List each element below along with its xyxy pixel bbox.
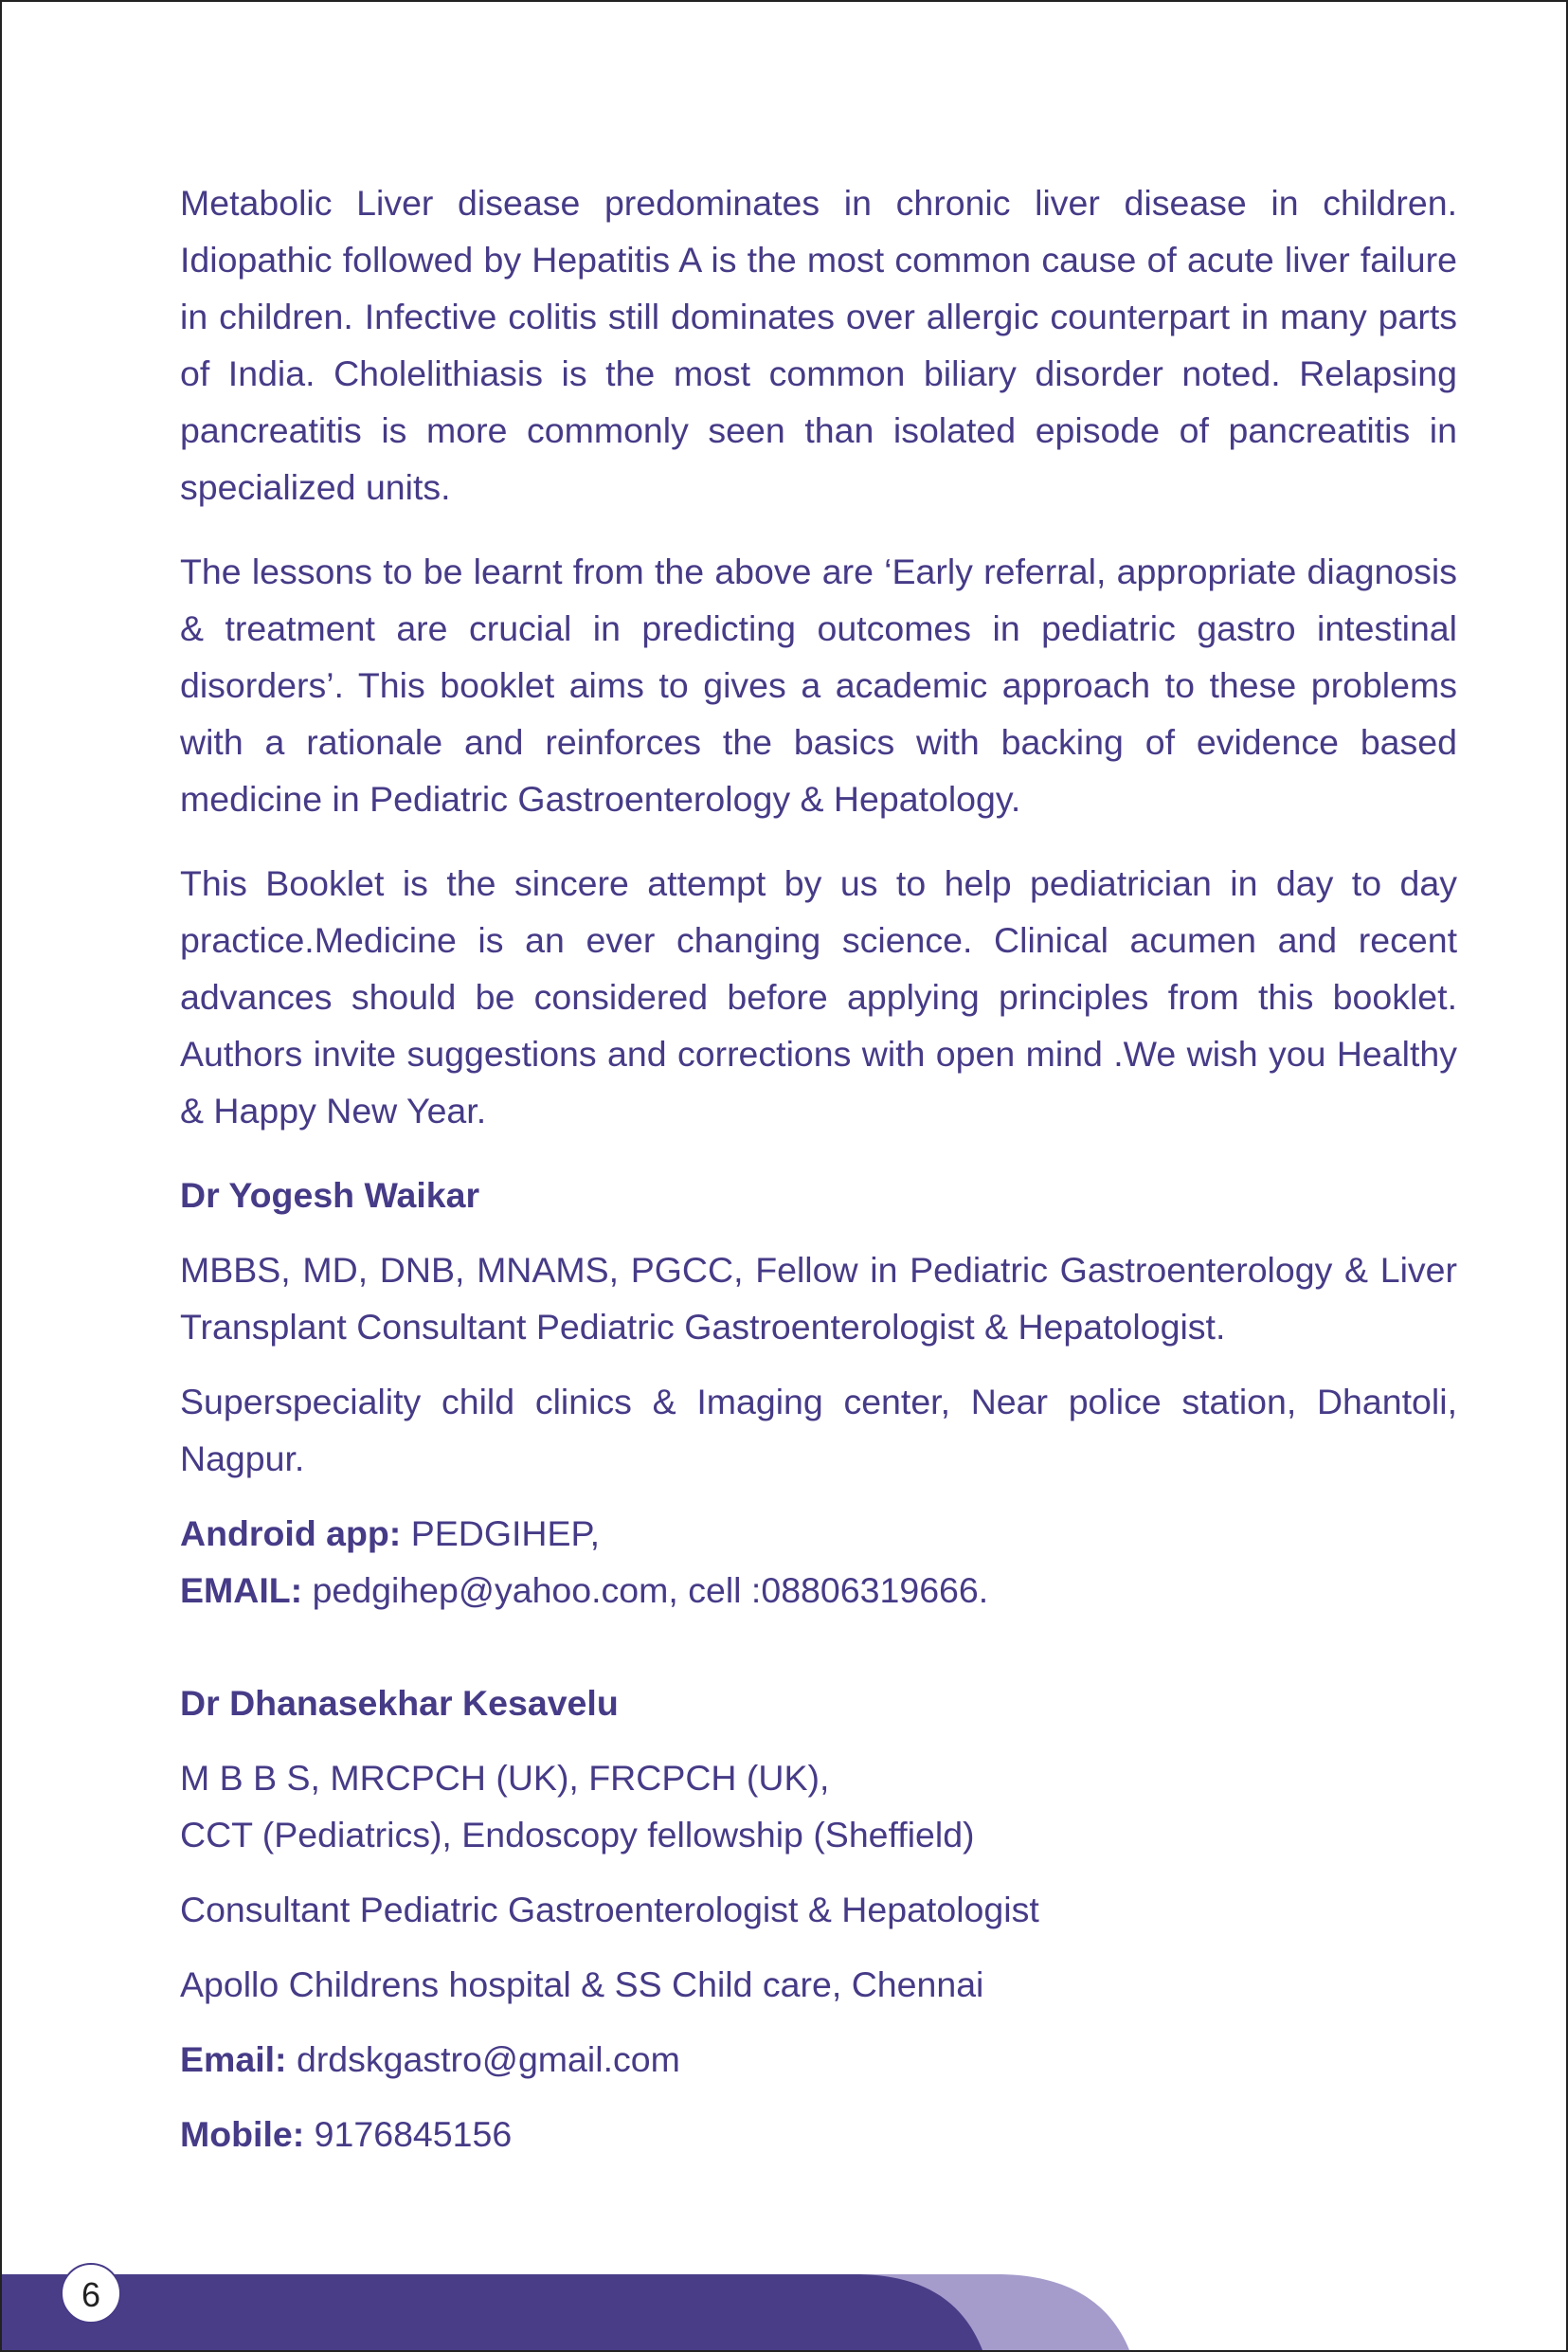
author2-mobile-value: 9176845156 — [304, 2114, 513, 2154]
page-content — [180, 174, 1457, 2180]
author2-name: Dr Dhanasekhar Kesavelu — [180, 1683, 619, 1723]
author2-qualifications — [180, 1749, 1457, 1863]
paragraph-liver-disease: Metabolic Liver disease predominates in chronic liver disease in children. Idiopathic followed by Hepatitis A is the most common cause of acute liver failure in children. Infective colitis still dominates over allergic counterpart in many parts of India. Cholelithiasis is the most common biliary disorder noted. Relapsing pancreatitis is more commonly seen than isolated episode of pancreatitis in specialized units. — [180, 183, 1457, 507]
author1-name: Dr Yogesh Waikar — [180, 1175, 480, 1215]
author1-contact — [180, 1505, 1457, 1619]
author1-app-line — [180, 1505, 1457, 1562]
author2-qual-line2: CCT (Pediatrics), Endoscopy fellowship (Sheffield) — [180, 1815, 975, 1854]
author1-email-value: pedgihep@yahoo.com, cell :08806319666. — [302, 1570, 989, 1610]
author2-email-label: Email: — [180, 2039, 287, 2079]
author2-mobile-line — [180, 2106, 1457, 2162]
author1-address: Superspeciality child clinics & Imaging center, Near police station, Dhantoli, Nagpur. — [180, 1382, 1457, 1478]
author1-email-label: EMAIL: — [180, 1570, 303, 1610]
footer-band-primary — [2, 2274, 982, 2350]
author2-email-line — [180, 2031, 1457, 2088]
author2-mobile-label: Mobile: — [180, 2114, 305, 2154]
footer-band — [2, 2274, 1566, 2350]
author2-qual-line1: M B B S, MRCPCH (UK), FRCPCH (UK), — [180, 1758, 830, 1798]
author2-role: Consultant Pediatric Gastroenterologist & Hepatologist — [180, 1890, 1039, 1929]
paragraph-lessons: The lessons to be learnt from the above are ‘Early referral, appropriate diagnosis & treatment are crucial in predicting outcomes in pediatric gastro intestinal disorders’. This booklet aims to gives a academic approach to these problems with a rationale and reinforces the basics with backing of evidence based medicine in Pediatric Gastroenterology & Hepatology. — [180, 552, 1457, 819]
author1-app-label: Android app: — [180, 1513, 402, 1553]
author1-email-line — [180, 1562, 1457, 1619]
paragraph-booklet: This Booklet is the sincere attempt by us to help pediatrician in day to day practice.Medicine is an ever changing science. Clinical acumen and recent advances should be considered before applying principles from this booklet. Authors invite suggestions and corrections with open mind .We wish you Healthy & Happy New Year. — [180, 863, 1457, 1131]
author-separator — [180, 1637, 1457, 1674]
page-number-badge: 6 — [61, 2263, 121, 2324]
author2-hospital: Apollo Childrens hospital & SS Child care, Chennai — [180, 1964, 984, 2004]
author1-qualifications: MBBS, MD, DNB, MNAMS, PGCC, Fellow in Pediatric Gastroenterology & Liver Transplant Consultant Pediatric Gastroenterologist & Hepatologist. — [180, 1250, 1457, 1347]
author2-email-value: drdskgastro@gmail.com — [286, 2039, 680, 2079]
author1-app-value: PEDGIHEP, — [401, 1513, 601, 1553]
